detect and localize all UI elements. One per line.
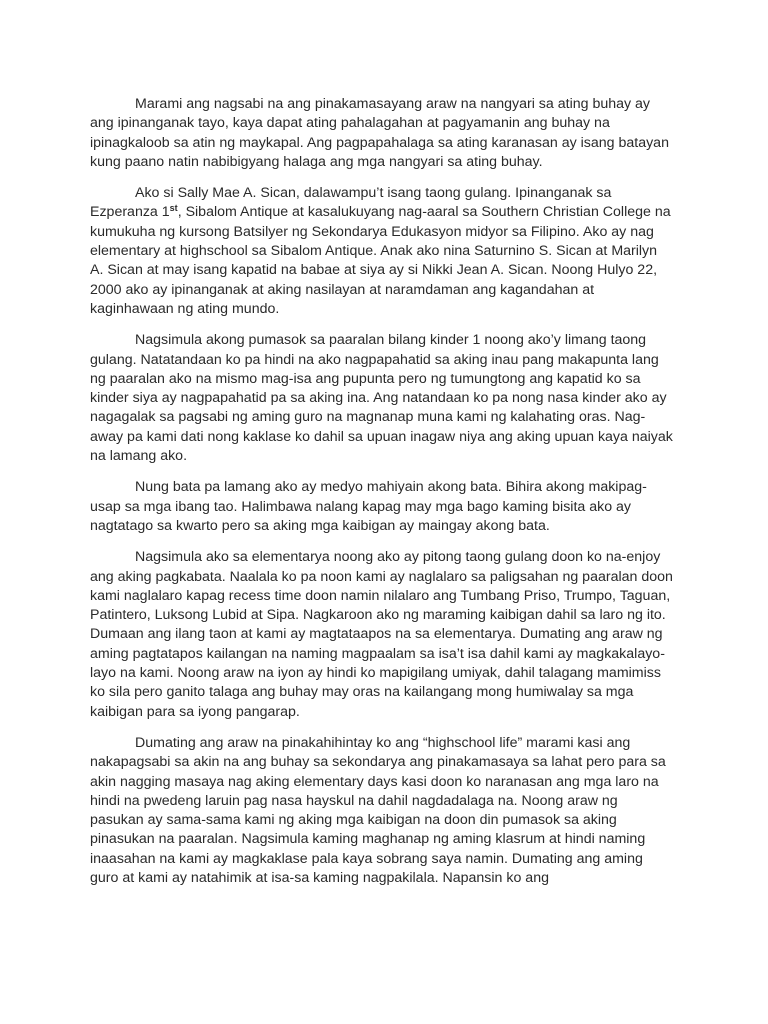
paragraph-shy-child: Nung bata pa lamang ako ay medyo mahiyain akong bata. Bihira akong makipag-usap sa mga ibang tao. Halimbawa nalang kapag may mga bago kaming bisita ako ay nagtatago sa kwarto pero sa aking mga kaibigan ay maingay akong bata. <box>90 479 647 534</box>
paragraph-kinder: Nagsimula akong pumasok sa paaralan bilang kinder 1 noong ako’y limang taong gulang. Natatandaan ko pa hindi na ako nagpapahatid sa aking inau pang makapunta lang ng paaralan ako na mismo mag-isa ang pupunta pero ng tumungtong ang kapatid ko sa kinder siya ay nagpapahatid pa sa aking ina. Ang natandaan ko pa nong nasa kinder ako ay nagagalak sa pagsabi ng aming guro na magnanap muna kami ng kalahating oras. Nag-away pa kami dati nong kaklase ko dahil sa upuan inagaw niya ang aking upuan kaya naiyak na lamang ako. <box>90 332 673 465</box>
paragraph-highschool: Dumating ang araw na pinakahihintay ko ang “highschool life” marami kasi ang nakapagsabi sa akin na ang buhay sa sekondarya ang pinakamasaya sa lahat pero para sa akin nagging masaya nag aking elementary days kasi doon ko naranasan ang mga laro na hindi na pwedeng laruin pag nasa hayskul na dahil nagdadalaga na. Noong araw ng pasukan ay sama-sama kami ng aking mga kaibigan na doon din pumasok sa aking pinasukan na paaralan. Nagsimula kaming maghanap ng aming klasrum at hindi naming inaasahan na kami ay magkaklase pala kaya sobrang saya namin. Dumating ang aming guro at kami ay natahimik at isa-sa kaming nagpakilala. Napansin ko ang <box>90 734 666 886</box>
document-body <box>90 95 673 900</box>
paragraph-about-me <box>90 184 673 319</box>
paragraph-about-me-part1: Ako si Sally Mae A. Sican, dalawampu’t isang taong gulang. Ipinanganak sa Ezperanza 1 <box>90 185 612 221</box>
paragraph-elementary: Nagsimula ako sa elementarya noong ako ay pitong taong gulang doon ko na-enjoy ang aking pagkabata. Naalala ko pa noon kami ay naglalaro sa paligsahan ng paaralan doon kami naglalaro kapag recess time doon namin nilalaro ang Tumbang Priso, Trumpo, Taguan, Patintero, Luksong Lubid at Sipa. Nagkaroon ako ng maraming kaibigan dahil sa laro ng ito. Dumaan ang ilang taon at kami ay magtataapos na sa elementarya. Dumating ang araw ng aming pagtatapos kailangan na naming magpaalam sa isa’t isa dahil kami ay magkakalayo-layo na kami. Noong araw na iyon ay hindi ko mapigilang umiyak, dahil talagang mamimiss ko sila pero ganito talaga ang buhay may oras na kailangang mong humiwalay sa mga kaibigan para sa iyong pangarap. <box>90 549 673 720</box>
paragraph-about-me-part2: , Sibalom Antique at kasalukuyang nag-aaral sa Southern Christian College na kumukuha ng kursong Batsilyer ng Sekondarya Edukasyon midyor sa Filipino. Ako ay nag elementary at highschool sa Sibalom Antique. Anak ako nina Saturnino S. Sican at Marilyn A. Sican at may isang kapatid na babae at siya ay si Nikki Jean A. Sican. Noong Hulyo 22, 2000 ako ay ipinanganak at aking nasilayan at naramdaman ang kagandahan at kaginhawaan ng ating mundo. <box>90 204 671 317</box>
ordinal-superscript: st <box>169 203 178 214</box>
paragraph-intro: Marami ang nagsabi na ang pinakamasayang araw na nangyari sa ating buhay ay ang ipinanganak tayo, kaya dapat ating pahalagahan at pagyamanin ang buhay na ipinagkaloob sa atin ng maykapal. Ang pagpapahalaga sa ating karanasan ay isang batayan kung paano natin nabibigyang halaga ang mga nangyari sa ating buhay. <box>90 96 669 170</box>
